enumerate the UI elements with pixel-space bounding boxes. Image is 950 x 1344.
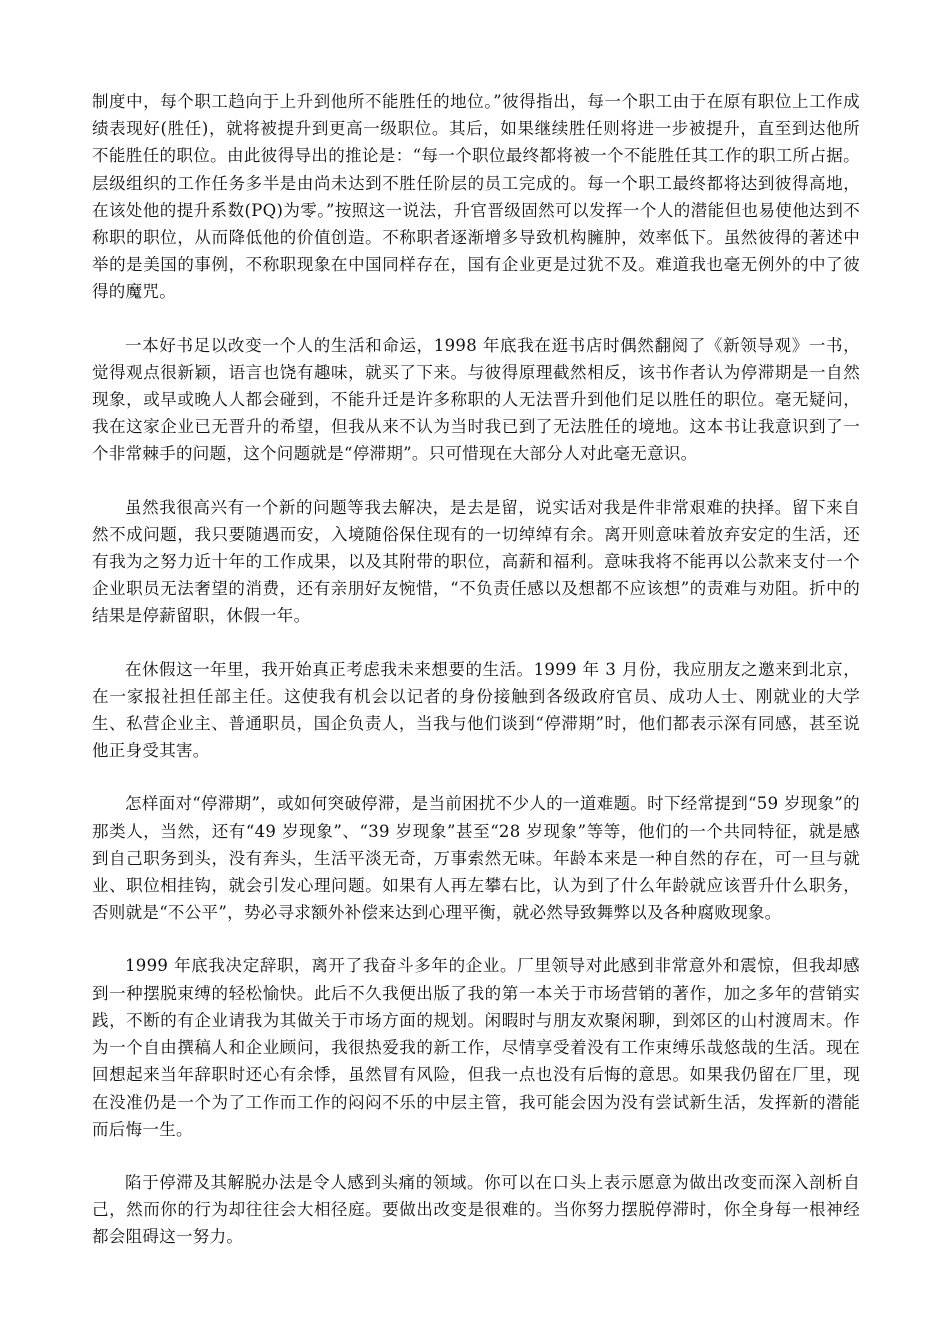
paragraph-7: 陷于停滞及其解脱办法是令人感到头痛的领域。你可以在口头上表示愿意为做出改变而深入剖析自己，然而你的行为却往往会大相径庭。要做出改变是很难的。当你努力摆脱停滞时，你全身每一根神经都会阻碍这一努力。 [92, 1172, 860, 1247]
paragraph-5: 怎样面对“停滞期”，或如何突破停滞，是当前困扰不少人的一道难题。时下经常提到“59 岁现象”的那类人，当然，还有“49 岁现象”、“39 岁现象”甚至“28 岁现象”等等，他们的一个共同特征，就是感到自己职务到头，没有奔头，生活平淡无奇，万事索然无味。年龄本来是一种自然的存在，可一旦与就业、职位相挂钩，就会引发心理问题。如果有人再左攀右比，认为到了什么年龄就应该晋升什么职务，否则就是“不公平”，势必寻求额外补偿来达到心理平衡，就必然导致舞弊以及各种腐败现象。 [92, 794, 860, 923]
paragraph-6: 1999 年底我决定辞职，离开了我奋斗多年的企业。厂里领导对此感到非常意外和震惊，但我却感到一种摆脱束缚的轻松愉快。此后不久我便出版了我的第一本关于市场营销的著作，加之多年的营销实践，不断的有企业请我为其做关于市场方面的规划。闲暇时与朋友欢聚闲聊，到郊区的山村渡周末。作为一个自由撰稿人和企业顾问，我很热爱我的新工作，尽情享受着没有工作束缚乐哉悠哉的生活。现在回想起来当年辞职时还心有余悸，虽然冒有风险，但我一点也没有后悔的意思。如果我仍留在厂里，现在没准仍是一个为了工作而工作的闷闷不乐的中层主管，我可能会因为没有尝试新生活，发挥新的潜能而后悔一生。 [92, 956, 860, 1139]
paragraph-1: 制度中，每个职工趋向于上升到他所不能胜任的地位。”彼得指出，每一个职工由于在原有职位上工作成绩表现好(胜任)，就将被提升到更高一级职位。其后，如果继续胜任则将进一步被提升，直至到达他所不能胜任的职位。由此彼得导出的推论是：“每一个职位最终都将被一个不能胜任其工作的职工所占据。层级组织的工作任务多半是由尚未达到不胜任阶层的员工完成的。每一个职工最终都将达到彼得高地，在该处他的提升系数(PQ)为零。”按照这一说法，升官晋级固然可以发挥一个人的潜能但也易使他达到不称职的职位，从而降低他的价值创造。不称职者逐渐增多导致机构臃肿，效率低下。虽然彼得的著述中举的是美国的事例，不称职现象在中国同样存在，国有企业更是过犹不及。难道我也毫无例外的中了彼得的魔咒。 [92, 92, 860, 302]
paragraph-3: 虽然我很高兴有一个新的问题等我去解决，是去是留，说实话对我是件非常艰难的抉择。留下来自然不成问题，我只要随遇而安，入境随俗保住现有的一切绰绰有余。离开则意味着放弃安定的生活，还有我为之努力近十年的工作成果，以及其附带的职位，高薪和福利。意味我将不能再以公款来支付一个企业职员无法奢望的消费，还有亲朋好友惋惜，“不负责任感以及想都不应该想”的责难与劝阻。折中的结果是停薪留职，休假一年。 [92, 497, 860, 626]
paragraph-2: 一本好书足以改变一个人的生活和命运，1998 年底我在逛书店时偶然翻阅了《新领导观》一书，觉得观点很新颖，语言也饶有趣味，就买了下来。与彼得原理截然相反，该书作者认为停滞期是一自然现象，或早或晚人人都会碰到，不能升迁是许多称职的人无法晋升到他们足以胜任的职位。毫无疑问，我在这家企业已无晋升的希望，但我从来不认为当时我已到了无法胜任的境地。这本书让我意识到了一个非常棘手的问题，这个问题就是“停滞期”。只可惜现在大部分人对此毫无意识。 [92, 335, 860, 464]
document-page [92, 88, 860, 1277]
paragraph-4: 在休假这一年里，我开始真正考虑我未来想要的生活。1999 年 3 月份，我应朋友之邀来到北京，在一家报社担任部主任。这使我有机会以记者的身份接触到各级政府官员、成功人士、刚就业的大学生、私营企业主、普通职员，国企负责人，当我与他们谈到“停滞期”时，他们都表示深有同感，甚至说他正身受其害。 [92, 659, 860, 761]
